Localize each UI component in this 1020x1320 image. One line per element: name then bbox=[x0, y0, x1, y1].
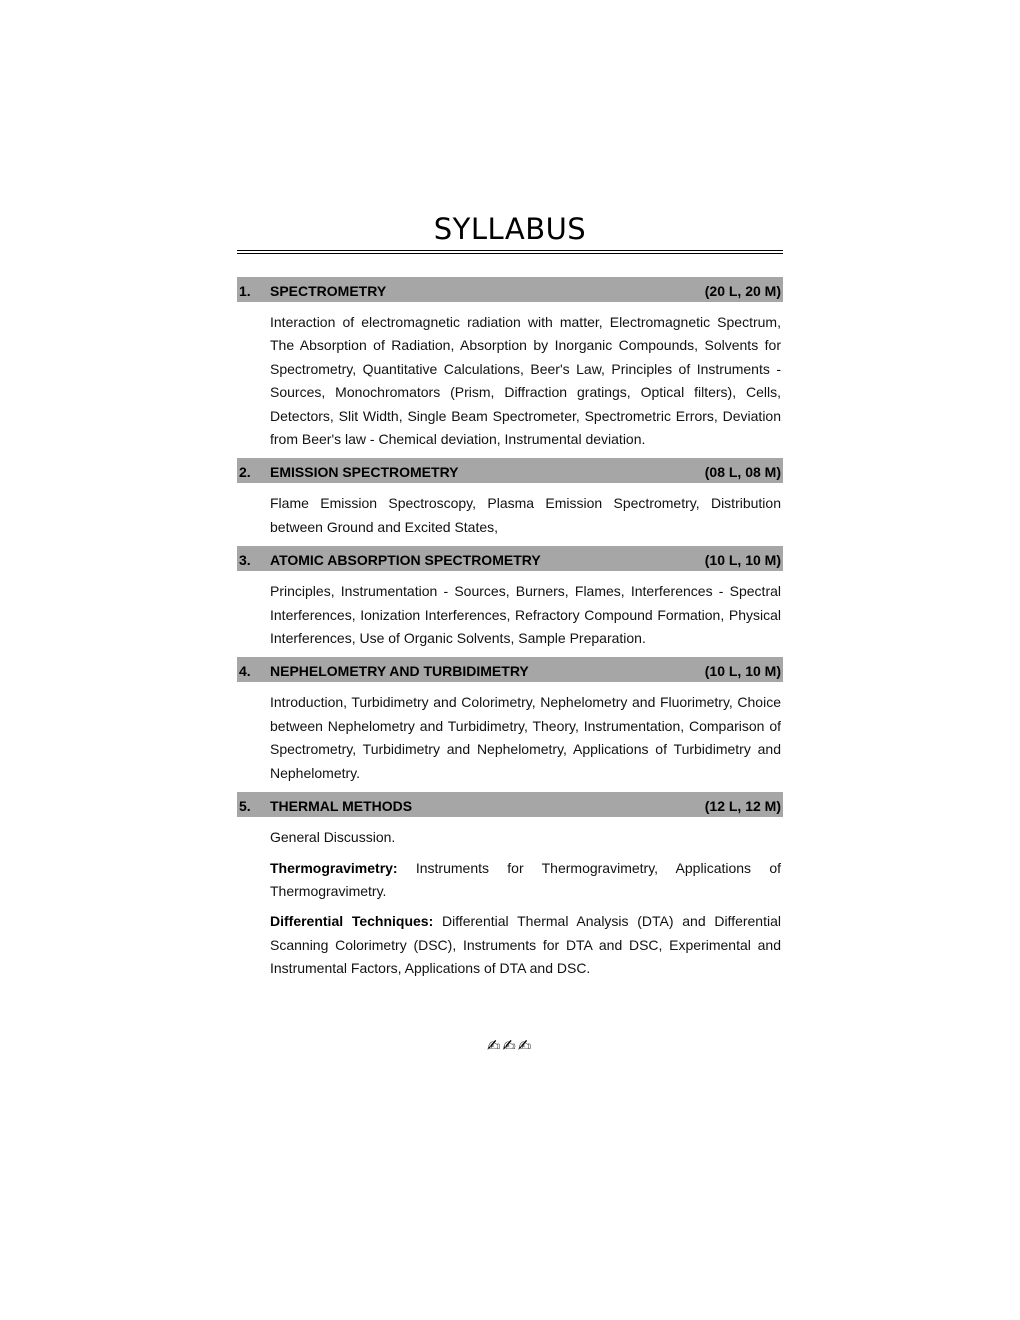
section-title: ATOMIC ABSORPTION SPECTROMETRY bbox=[270, 552, 541, 569]
section-atomic-absorption-spectrometry bbox=[237, 546, 783, 657]
section-title: SPECTROMETRY bbox=[270, 283, 387, 299]
section-paragraph bbox=[270, 857, 781, 904]
section-paragraph bbox=[270, 311, 781, 451]
paragraph-text: Interaction of electromagnetic radiation with matter, Electromagnetic Spectrum, The Absorption of Radiation, Absorption by Inorganic Compounds, Solvents for Spectrometry, Quantitative Calculations, Beer's Law, Principles of Instruments - Sources, Monochromators (Prism, Diffraction gratings, Optical filters), Cells, Detectors, Slit Width, Single Beam Spectrometer, Spectrometric Errors, Deviation from Beer's law - Chemical deviation, Instrumental deviation. bbox=[270, 314, 781, 448]
section-header bbox=[237, 657, 783, 682]
section-header bbox=[237, 792, 783, 817]
section-emission-spectrometry bbox=[237, 458, 783, 546]
section-body bbox=[237, 302, 783, 458]
title-rule-top bbox=[237, 250, 783, 251]
section-body bbox=[237, 483, 783, 546]
section-title: EMISSION SPECTROMETRY bbox=[270, 464, 459, 481]
end-of-section-mark: ✍✍✍ bbox=[486, 1036, 534, 1055]
section-marks: (10 L, 10 M) bbox=[704, 552, 781, 569]
paragraph-text: Instruments for Thermogravimetry, Applications of Thermogravimetry. bbox=[270, 859, 781, 899]
section-marks: (20 L, 20 M) bbox=[704, 283, 781, 299]
paragraph-text: Introduction, Turbidimetry and Colorimetry, Nephelometry and Fluorimetry, Choice between Nephelometry and Turbidimetry, Theory, Instrumentation, Comparison of Spectrometry, Turbidimetry and Nephelometry, Applications of Turbidimetry and Nephelometry. bbox=[270, 694, 781, 781]
section-marks: (08 L, 08 M) bbox=[704, 464, 781, 481]
section-number: 3. bbox=[239, 552, 251, 569]
section-header bbox=[237, 546, 783, 571]
section-marks: (12 L, 12 M) bbox=[704, 798, 781, 815]
section-title: NEPHELOMETRY AND TURBIDIMETRY bbox=[270, 663, 529, 680]
section-header bbox=[237, 277, 783, 302]
section-body bbox=[237, 817, 783, 987]
title-rule-bottom bbox=[237, 253, 783, 254]
paragraph-text: Flame Emission Spectroscopy, Plasma Emission Spectrometry, Distribution between Ground and Excited States, bbox=[270, 495, 781, 535]
section-nephelometry-turbidimetry bbox=[237, 657, 783, 792]
section-number: 4. bbox=[239, 663, 251, 680]
section-paragraph bbox=[270, 492, 781, 539]
section-title: THERMAL METHODS bbox=[270, 798, 413, 815]
sections-list bbox=[237, 277, 783, 988]
section-body bbox=[237, 571, 783, 657]
section-number: 5. bbox=[239, 798, 251, 815]
paragraph-text: Differential Thermal Analysis (DTA) and Differential Scanning Colorimetry (DSC), Instruments for DTA and DSC, Experimental and Instrumental Factors, Applications of DTA and DSC. bbox=[270, 913, 781, 977]
section-spectrometry bbox=[237, 277, 783, 458]
page-title: SYLLABUS bbox=[433, 212, 587, 246]
paragraph-text: General Discussion. bbox=[270, 829, 396, 846]
section-marks: (10 L, 10 M) bbox=[704, 663, 781, 680]
section-thermal-methods bbox=[237, 792, 783, 987]
paragraph-lead: Differential Techniques: bbox=[270, 913, 434, 930]
section-paragraph bbox=[270, 691, 781, 785]
section-body bbox=[237, 682, 783, 792]
paragraph-text: Principles, Instrumentation - Sources, Burners, Flames, Interferences - Spectral Interferences, Ionization Interferences, Refractory Compound Formation, Physical Interferences, Use of Organic Solvents, Sample Preparation. bbox=[270, 583, 781, 647]
section-number: 1. bbox=[239, 283, 251, 299]
section-paragraph bbox=[270, 910, 781, 980]
section-paragraph bbox=[270, 580, 781, 650]
section-header bbox=[237, 458, 783, 483]
section-number: 2. bbox=[239, 464, 251, 481]
section-paragraph bbox=[270, 826, 781, 849]
paragraph-lead: Thermogravimetry: bbox=[270, 859, 398, 876]
